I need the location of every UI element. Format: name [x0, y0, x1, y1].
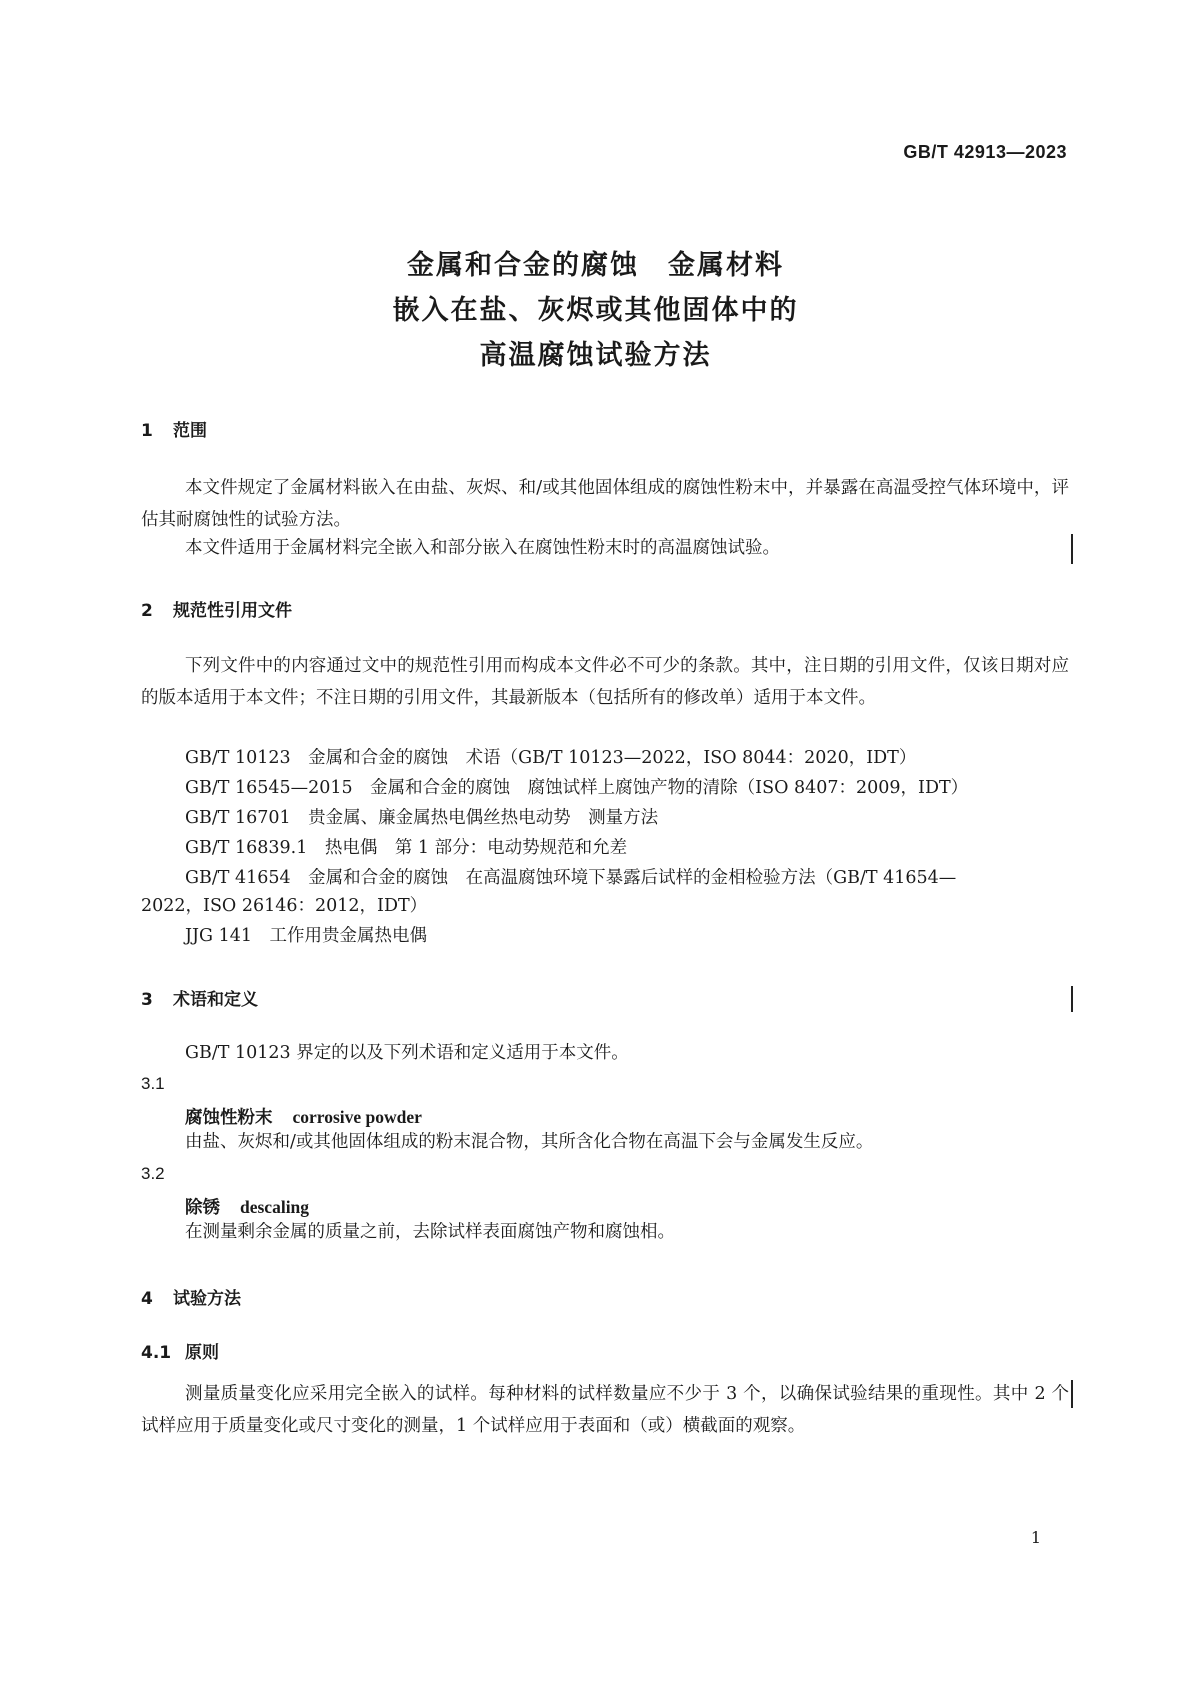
term-number: 3.1	[141, 1074, 165, 1093]
term-definition: 在测量剩余金属的质量之前，去除试样表面腐蚀产物和腐蚀相。	[185, 1222, 675, 1242]
subsection-title: 原则	[185, 1343, 219, 1363]
section-4-heading	[141, 1284, 241, 1309]
revision-bar	[1071, 986, 1073, 1012]
revision-bar	[1071, 1380, 1073, 1408]
scope-paragraph-2: 本文件适用于金属材料完全嵌入和部分嵌入在腐蚀性粉末时的高温腐蚀试验。	[185, 538, 780, 558]
section-number: 4	[141, 1289, 153, 1309]
section-number: 3	[141, 990, 153, 1010]
section-title: 术语和定义	[173, 990, 258, 1010]
reference-item: GB/T 10123 金属和合金的腐蚀 术语（GB/T 10123—2022，ISO 8044：2020，IDT）	[185, 748, 917, 768]
section-number: 2	[141, 601, 153, 621]
term-chinese: 腐蚀性粉末	[185, 1108, 273, 1128]
section-2-heading	[141, 596, 292, 621]
title-line-2: 嵌入在盐、灰烬或其他固体中的	[392, 295, 799, 326]
reference-item: JJG 141 工作用贵金属热电偶	[185, 926, 427, 946]
reference-item: GB/T 16701 贵金属、廉金属热电偶丝热电动势 测量方法	[185, 808, 659, 828]
title-line-3: 高温腐蚀试验方法	[479, 340, 712, 371]
section-3-heading	[141, 985, 258, 1010]
section-number: 1	[141, 421, 153, 441]
reference-item-continuation: 2022，ISO 26146：2012，IDT）	[141, 896, 428, 916]
subsection-4-1-heading	[141, 1338, 219, 1363]
term-number: 3.2	[141, 1164, 165, 1183]
references-intro: 下列文件中的内容通过文中的规范性引用而构成本文件必不可少的条款。其中，注日期的引用文件，仅该日期对应的版本适用于本文件；不注日期的引用文件，其最新版本（包括所有的修改单）适用于本文件。	[141, 656, 1069, 708]
term-english: descaling	[240, 1197, 310, 1217]
reference-item: GB/T 41654 金属和合金的腐蚀 在高温腐蚀环境下暴露后试样的金相检验方法（GB/T 41654—	[185, 868, 957, 888]
section-title: 规范性引用文件	[173, 601, 292, 621]
section-title: 试验方法	[173, 1289, 241, 1309]
term-chinese: 除锈	[185, 1198, 220, 1218]
reference-item: GB/T 16545—2015 金属和合金的腐蚀 腐蚀试样上腐蚀产物的清除（ISO 8407：2009，IDT）	[185, 778, 969, 798]
reference-item: GB/T 16839.1 热电偶 第 1 部分：电动势规范和允差	[185, 838, 628, 858]
section-title: 范围	[173, 421, 207, 441]
subsection-number: 4.1	[141, 1343, 172, 1363]
section-1-heading	[141, 416, 207, 441]
scope-paragraph-1: 本文件规定了金属材料嵌入在由盐、灰烬、和/或其他固体组成的腐蚀性粉末中，并暴露在高温受控气体环境中，评估其耐腐蚀性的试验方法。	[141, 478, 1069, 530]
document-title	[0, 243, 1191, 378]
principle-paragraph: 测量质量变化应采用完全嵌入的试样。每种材料的试样数量应不少于 3 个，以确保试验结果的重现性。其中 2 个试样应用于质量变化或尺寸变化的测量，1 个试样应用于表面和（或）横截面的观察。	[141, 1384, 1069, 1436]
title-line-1: 金属和合金的腐蚀 金属材料	[407, 250, 784, 281]
terms-intro: GB/T 10123 界定的以及下列术语和定义适用于本文件。	[185, 1043, 629, 1063]
page-number: 1	[1030, 1528, 1041, 1547]
revision-bar	[1071, 534, 1073, 564]
standard-code: GB/T 42913—2023	[903, 142, 1067, 162]
term-definition: 由盐、灰烬和/或其他固体组成的粉末混合物，其所含化合物在高温下会与金属发生反应。	[185, 1132, 874, 1152]
term-english: corrosive powder	[292, 1107, 422, 1127]
